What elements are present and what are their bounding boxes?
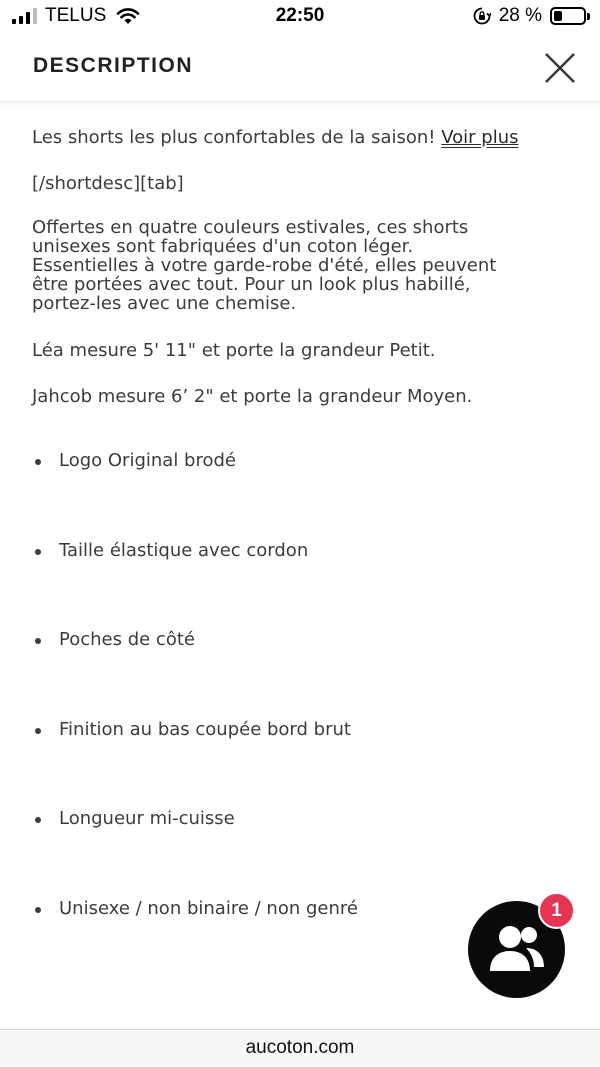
feature-list bbox=[32, 449, 572, 987]
rotation-lock-icon bbox=[473, 7, 491, 25]
page-title: DESCRIPTION bbox=[33, 54, 194, 77]
feature-item: Longueur mi-cuisse bbox=[32, 807, 572, 897]
url-bar[interactable]: aucoton.com bbox=[0, 1029, 600, 1067]
battery-tip bbox=[587, 13, 590, 20]
paragraph-line: Offertes en quatre couleurs estivales, ces shorts bbox=[32, 217, 469, 238]
feature-item: Finition au bas coupée bord brut bbox=[32, 718, 572, 808]
battery-icon bbox=[550, 7, 586, 25]
intro-text: Les shorts les plus confortables de la saison! bbox=[32, 127, 436, 148]
measure-lea: Léa mesure 5' 11" et porte la grandeur Petit. bbox=[32, 340, 436, 361]
paragraph-line: Essentielles à votre garde-robe d'été, elles peuvent bbox=[32, 255, 497, 276]
status-right bbox=[473, 5, 586, 27]
feature-item: Unisexe / non binaire / non genré bbox=[32, 897, 572, 987]
close-icon[interactable] bbox=[544, 52, 576, 84]
paragraph-line: être portées avec tout. Pour un look plus habillé, bbox=[32, 274, 471, 295]
status-time: 22:50 bbox=[275, 5, 325, 26]
paragraph-line: unisexes sont fabriquées d'un coton léger. bbox=[32, 236, 414, 257]
feature-item: Poches de côté bbox=[32, 628, 572, 718]
battery-percent: 28 % bbox=[498, 5, 542, 26]
feature-item: Taille élastique avec cordon bbox=[32, 539, 572, 629]
status-bar bbox=[0, 0, 600, 34]
description-content bbox=[32, 102, 572, 987]
feature-item: Logo Original brodé bbox=[32, 449, 572, 539]
notification-badge: 1 bbox=[538, 892, 575, 929]
header bbox=[0, 34, 600, 102]
intro-line bbox=[32, 126, 572, 150]
description-paragraph bbox=[32, 218, 572, 313]
shortdesc-text: [/shortdesc][tab] bbox=[32, 173, 184, 194]
measure-jahcob: Jahcob mesure 6’ 2" et porte la grandeur Moyen. bbox=[32, 386, 473, 407]
people-icon bbox=[482, 915, 552, 985]
battery-fill bbox=[554, 11, 562, 21]
voir-plus-link[interactable]: Voir plus bbox=[441, 127, 519, 148]
carrier-name: TELUS bbox=[45, 5, 107, 26]
paragraph-line: portez-les avec une chemise. bbox=[32, 293, 297, 314]
